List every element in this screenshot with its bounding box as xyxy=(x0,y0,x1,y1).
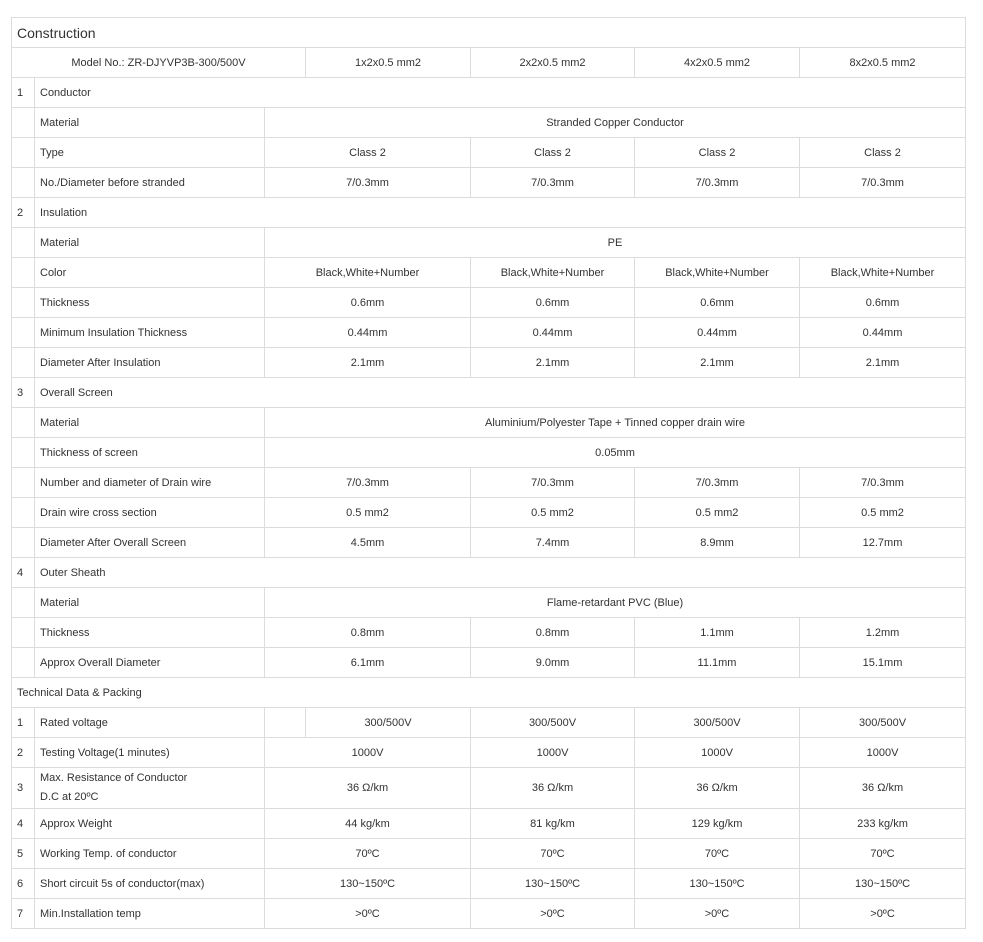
technical-value: 129 kg/km xyxy=(635,809,800,839)
spec-value: 1.1mm xyxy=(635,618,800,648)
technical-label xyxy=(35,768,265,809)
technical-row xyxy=(12,839,966,869)
spec-row xyxy=(12,168,966,198)
blank-index-cell xyxy=(12,138,35,168)
title-row xyxy=(12,18,966,48)
spec-label: Thickness xyxy=(35,288,265,318)
spec-label: Drain wire cross section xyxy=(35,498,265,528)
spec-row xyxy=(12,228,966,258)
spec-value: 7/0.3mm xyxy=(800,468,966,498)
technical-row xyxy=(12,738,966,768)
technical-value: 44 kg/km xyxy=(265,809,471,839)
spec-row xyxy=(12,288,966,318)
section-row xyxy=(12,558,966,588)
construction-spec-table xyxy=(11,17,966,929)
spec-value: 6.1mm xyxy=(265,648,471,678)
spec-row xyxy=(12,318,966,348)
section-title: Overall Screen xyxy=(35,378,966,408)
section-number: 2 xyxy=(12,198,35,228)
spec-label: No./Diameter before stranded xyxy=(35,168,265,198)
spec-label: Color xyxy=(35,258,265,288)
row-number: 2 xyxy=(12,738,35,768)
spec-value: 4.5mm xyxy=(265,528,471,558)
technical-row xyxy=(12,708,966,738)
spec-value: Black,White+Number xyxy=(265,258,471,288)
technical-value: 300/500V xyxy=(635,708,800,738)
header-row xyxy=(12,48,966,78)
technical-row xyxy=(12,899,966,929)
blank-index-cell xyxy=(12,288,35,318)
technical-value: 130~150ºC xyxy=(800,869,966,899)
spec-value: Black,White+Number xyxy=(471,258,635,288)
section-title: Conductor xyxy=(35,78,966,108)
technical-title-row xyxy=(12,678,966,708)
spec-value: 0.5 mm2 xyxy=(265,498,471,528)
spec-value: 7/0.3mm xyxy=(265,468,471,498)
spec-row xyxy=(12,618,966,648)
technical-row xyxy=(12,809,966,839)
blank-index-cell xyxy=(12,108,35,138)
table-title: Construction xyxy=(12,18,966,48)
blank-index-cell xyxy=(12,348,35,378)
technical-value: 300/500V xyxy=(800,708,966,738)
technical-value: 36 Ω/km xyxy=(265,768,471,809)
section-number: 4 xyxy=(12,558,35,588)
technical-value: 36 Ω/km xyxy=(800,768,966,809)
spec-value: 0.44mm xyxy=(265,318,471,348)
spec-row xyxy=(12,498,966,528)
spec-value: 0.5 mm2 xyxy=(635,498,800,528)
technical-value: 1000V xyxy=(800,738,966,768)
technical-value: 36 Ω/km xyxy=(471,768,635,809)
section-row xyxy=(12,78,966,108)
spec-value: 7/0.3mm xyxy=(471,168,635,198)
blank-index-cell xyxy=(12,168,35,198)
technical-value: 233 kg/km xyxy=(800,809,966,839)
technical-value: 300/500V xyxy=(471,708,635,738)
blank-index-cell xyxy=(12,318,35,348)
model-label-cell: Model No.: ZR-DJYVP3B-300/500V xyxy=(12,48,306,78)
technical-value: 1000V xyxy=(265,738,471,768)
spec-value: 12.7mm xyxy=(800,528,966,558)
column-header: 4x2x0.5 mm2 xyxy=(635,48,800,78)
spec-row xyxy=(12,348,966,378)
spec-value: 0.5 mm2 xyxy=(471,498,635,528)
spec-value: 7.4mm xyxy=(471,528,635,558)
spec-value: 0.6mm xyxy=(471,288,635,318)
spec-value: 2.1mm xyxy=(471,348,635,378)
technical-value: 300/500V xyxy=(306,708,471,738)
technical-value: 70ºC xyxy=(635,839,800,869)
spec-value: Black,White+Number xyxy=(635,258,800,288)
technical-value: >0ºC xyxy=(800,899,966,929)
blank-index-cell xyxy=(12,528,35,558)
spec-label: Approx Overall Diameter xyxy=(35,648,265,678)
spec-merged-value: 0.05mm xyxy=(265,438,966,468)
spec-value: Black,White+Number xyxy=(800,258,966,288)
technical-label: Rated voltage xyxy=(35,708,265,738)
spec-row xyxy=(12,648,966,678)
spec-value: 8.9mm xyxy=(635,528,800,558)
spec-value: 0.6mm xyxy=(265,288,471,318)
spec-label: Type xyxy=(35,138,265,168)
blank-index-cell xyxy=(12,438,35,468)
spec-merged-value: Aluminium/Polyester Tape + Tinned copper drain wire xyxy=(265,408,966,438)
spec-value: 15.1mm xyxy=(800,648,966,678)
spec-row xyxy=(12,108,966,138)
spec-value: 2.1mm xyxy=(265,348,471,378)
spec-label: Material xyxy=(35,588,265,618)
row-number: 7 xyxy=(12,899,35,929)
spec-label: Thickness of screen xyxy=(35,438,265,468)
spec-value: 9.0mm xyxy=(471,648,635,678)
technical-value: 70ºC xyxy=(265,839,471,869)
technical-value: 130~150ºC xyxy=(265,869,471,899)
spec-label: Material xyxy=(35,228,265,258)
section-row xyxy=(12,198,966,228)
spec-label: Number and diameter of Drain wire xyxy=(35,468,265,498)
spec-value: 0.6mm xyxy=(635,288,800,318)
row-number: 6 xyxy=(12,869,35,899)
spec-row xyxy=(12,588,966,618)
spec-value: Class 2 xyxy=(265,138,471,168)
blank-index-cell xyxy=(12,618,35,648)
technical-value: 36 Ω/km xyxy=(635,768,800,809)
spec-value: Class 2 xyxy=(635,138,800,168)
spec-value: 0.44mm xyxy=(800,318,966,348)
technical-value: 70ºC xyxy=(800,839,966,869)
spec-row xyxy=(12,528,966,558)
spec-merged-value: PE xyxy=(265,228,966,258)
technical-value: >0ºC xyxy=(635,899,800,929)
spec-value: 0.8mm xyxy=(265,618,471,648)
technical-label: Short circuit 5s of conductor(max) xyxy=(35,869,265,899)
technical-label: Min.Installation temp xyxy=(35,899,265,929)
technical-value: >0ºC xyxy=(265,899,471,929)
blank-index-cell xyxy=(12,408,35,438)
spec-row xyxy=(12,468,966,498)
blank-index-cell xyxy=(12,258,35,288)
spec-value: 0.8mm xyxy=(471,618,635,648)
spec-row xyxy=(12,258,966,288)
label-line-1: Max. Resistance of Conductor xyxy=(40,772,188,784)
spec-value: 0.44mm xyxy=(471,318,635,348)
spec-label: Minimum Insulation Thickness xyxy=(35,318,265,348)
spec-value: 7/0.3mm xyxy=(635,168,800,198)
blank-index-cell xyxy=(12,498,35,528)
spec-label: Diameter After Insulation xyxy=(35,348,265,378)
spec-row xyxy=(12,408,966,438)
technical-row xyxy=(12,768,966,809)
spec-value: 0.6mm xyxy=(800,288,966,318)
column-header: 8x2x0.5 mm2 xyxy=(800,48,966,78)
blank-index-cell xyxy=(12,468,35,498)
spec-value: 7/0.3mm xyxy=(471,468,635,498)
blank-index-cell xyxy=(12,588,35,618)
section-row xyxy=(12,378,966,408)
spec-value: Class 2 xyxy=(471,138,635,168)
row-number: 3 xyxy=(12,768,35,809)
technical-title: Technical Data & Packing xyxy=(12,678,966,708)
spec-value: 0.44mm xyxy=(635,318,800,348)
label-line-2: D.C at 20ºC xyxy=(40,791,99,803)
blank-index-cell xyxy=(12,228,35,258)
column-header: 2x2x0.5 mm2 xyxy=(471,48,635,78)
section-title: Outer Sheath xyxy=(35,558,966,588)
technical-label: Approx Weight xyxy=(35,809,265,839)
spec-value: 0.5 mm2 xyxy=(800,498,966,528)
spec-value: 7/0.3mm xyxy=(800,168,966,198)
technical-value: >0ºC xyxy=(471,899,635,929)
technical-value: 130~150ºC xyxy=(635,869,800,899)
row-number: 5 xyxy=(12,839,35,869)
technical-label: Working Temp. of conductor xyxy=(35,839,265,869)
spec-value: Class 2 xyxy=(800,138,966,168)
technical-value: 81 kg/km xyxy=(471,809,635,839)
spec-label: Thickness xyxy=(35,618,265,648)
blank-split-cell xyxy=(265,708,306,738)
row-number: 4 xyxy=(12,809,35,839)
spec-label: Diameter After Overall Screen xyxy=(35,528,265,558)
section-number: 3 xyxy=(12,378,35,408)
spec-value: 7/0.3mm xyxy=(635,468,800,498)
section-number: 1 xyxy=(12,78,35,108)
technical-label: Testing Voltage(1 minutes) xyxy=(35,738,265,768)
spec-row xyxy=(12,138,966,168)
technical-value: 1000V xyxy=(635,738,800,768)
spec-merged-value: Flame-retardant PVC (Blue) xyxy=(265,588,966,618)
spec-value: 2.1mm xyxy=(635,348,800,378)
spec-value: 11.1mm xyxy=(635,648,800,678)
technical-value: 1000V xyxy=(471,738,635,768)
spec-value: 1.2mm xyxy=(800,618,966,648)
blank-index-cell xyxy=(12,648,35,678)
technical-value: 130~150ºC xyxy=(471,869,635,899)
spec-value: 7/0.3mm xyxy=(265,168,471,198)
column-header: 1x2x0.5 mm2 xyxy=(306,48,471,78)
spec-value: 2.1mm xyxy=(800,348,966,378)
spec-label: Material xyxy=(35,408,265,438)
spec-row xyxy=(12,438,966,468)
row-number: 1 xyxy=(12,708,35,738)
section-title: Insulation xyxy=(35,198,966,228)
technical-row xyxy=(12,869,966,899)
spec-merged-value: Stranded Copper Conductor xyxy=(265,108,966,138)
technical-value: 70ºC xyxy=(471,839,635,869)
spec-label: Material xyxy=(35,108,265,138)
